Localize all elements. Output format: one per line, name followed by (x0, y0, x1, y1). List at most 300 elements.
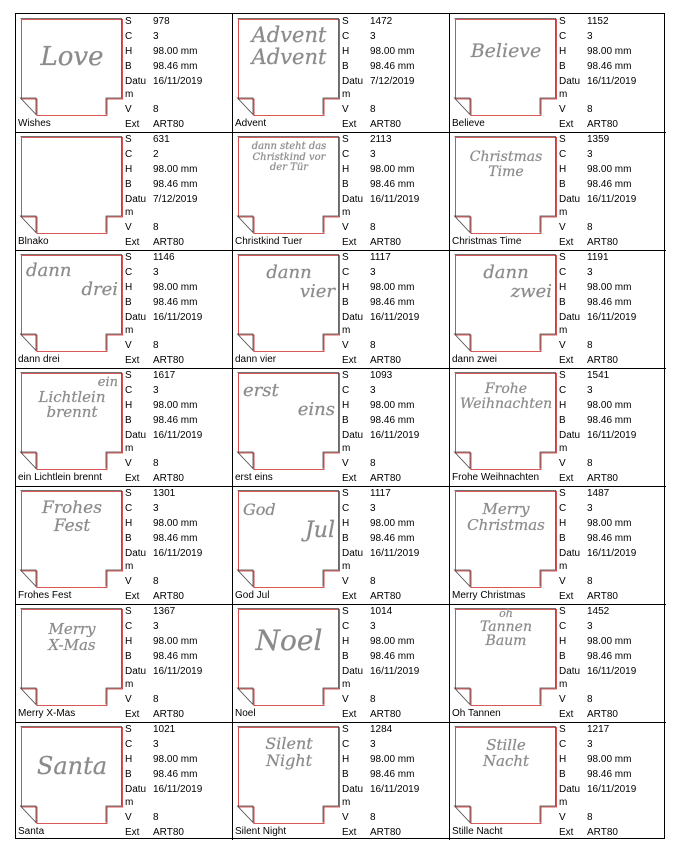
info-value-ext: ART80 (153, 827, 184, 838)
info-value-v: 8 (587, 222, 593, 233)
design-thumbnail (235, 134, 341, 238)
info-key-h: H (342, 754, 350, 765)
info-value-c: 3 (153, 503, 159, 514)
info-key-c: C (125, 149, 133, 160)
info-value-c: 2 (153, 149, 159, 160)
info-key-s: S (342, 488, 349, 499)
design-info-panel (558, 604, 666, 722)
info-key-s: S (342, 370, 349, 381)
info-value-h: 98.00 mm (370, 164, 415, 175)
info-value-date: 16/11/2019 (370, 784, 420, 795)
design-card[interactable] (16, 132, 232, 251)
info-key-s: S (125, 16, 132, 27)
design-name-label: Santa (18, 826, 45, 837)
design-lettering-line: Believe (470, 40, 542, 62)
design-card[interactable] (232, 250, 449, 369)
design-card[interactable] (449, 250, 666, 369)
info-key-h: H (125, 518, 133, 529)
info-value-ext: ART80 (153, 355, 184, 366)
info-value-c: 3 (587, 739, 593, 750)
design-lettering-line: Christkind vor (252, 151, 326, 163)
design-lettering-line: Love (40, 42, 104, 72)
info-key-s: S (342, 606, 349, 617)
info-value-c: 3 (587, 385, 593, 396)
info-key-s: S (342, 252, 349, 263)
info-value-ext: ART80 (370, 591, 401, 602)
design-name-label: Merry X-Mas (18, 708, 76, 719)
info-key-c: C (125, 385, 133, 396)
info-key-datum-a: Datu (342, 784, 364, 795)
design-lettering-line: zwei (510, 280, 552, 302)
design-lettering-line: X-Mas (48, 635, 96, 654)
info-value-s: 1146 (153, 252, 175, 263)
info-key-h: H (125, 282, 133, 293)
info-value-v: 8 (153, 694, 159, 705)
info-value-ext: ART80 (153, 709, 184, 720)
info-key-datum-b: m (342, 207, 351, 218)
design-lettering-line: Silent (265, 734, 313, 753)
design-lettering-line: Santa (36, 752, 108, 780)
design-info-panel (124, 132, 232, 250)
design-lettering-line: eins (297, 398, 335, 420)
info-value-h: 98.00 mm (153, 164, 198, 175)
info-key-h: H (559, 754, 567, 765)
design-thumbnail (452, 252, 558, 356)
info-value-ext: ART80 (587, 709, 618, 720)
info-value-date: 16/11/2019 (587, 666, 637, 677)
design-card[interactable] (232, 132, 449, 251)
info-key-c: C (125, 31, 133, 42)
info-key-v: V (342, 340, 349, 351)
info-value-date: 7/12/2019 (153, 194, 198, 205)
info-value-h: 98.00 mm (153, 282, 198, 293)
design-card[interactable] (449, 722, 666, 840)
design-lettering (460, 42, 552, 62)
design-lettering-line: Jul (304, 517, 335, 543)
info-key-ext: Ext (342, 709, 357, 720)
design-thumbnail (235, 252, 341, 356)
info-value-date: 16/11/2019 (153, 430, 203, 441)
design-info-panel (341, 250, 449, 368)
info-value-c: 3 (587, 149, 593, 160)
info-key-ext: Ext (559, 709, 574, 720)
design-lettering-line: Merry (482, 500, 530, 518)
design-thumbnail (235, 606, 341, 710)
info-key-v: V (342, 694, 349, 705)
info-key-c: C (342, 739, 350, 750)
info-key-h: H (125, 164, 133, 175)
info-key-datum-b: m (559, 89, 568, 100)
info-key-c: C (125, 621, 133, 632)
design-thumbnail (452, 606, 558, 710)
info-key-c: C (559, 621, 567, 632)
info-value-s: 1152 (587, 16, 609, 27)
info-value-c: 3 (370, 267, 376, 278)
info-value-b: 98.46 mm (587, 179, 632, 190)
info-value-date: 16/11/2019 (153, 76, 203, 87)
info-key-s: S (559, 16, 566, 27)
info-key-v: V (559, 812, 566, 823)
info-key-c: C (342, 385, 350, 396)
info-value-s: 1093 (370, 370, 393, 381)
info-value-b: 98.46 mm (587, 415, 632, 426)
info-value-h: 98.00 mm (370, 46, 415, 57)
info-key-datum-a: Datu (342, 312, 364, 323)
design-lettering (243, 502, 335, 542)
info-value-h: 98.00 mm (587, 518, 632, 529)
info-value-h: 98.00 mm (587, 164, 632, 175)
info-key-ext: Ext (125, 709, 140, 720)
info-key-h: H (559, 46, 567, 57)
design-info-panel (124, 14, 232, 132)
info-key-v: V (559, 576, 566, 587)
info-key-h: H (559, 636, 567, 647)
info-key-datum-b: m (125, 443, 134, 454)
design-name-label: Oh Tannen (452, 708, 501, 719)
info-key-h: H (559, 164, 567, 175)
info-key-h: H (342, 518, 350, 529)
design-lettering (460, 382, 552, 411)
info-key-v: V (559, 104, 566, 115)
info-key-s: S (125, 606, 132, 617)
design-card[interactable] (16, 604, 232, 723)
info-value-h: 98.00 mm (587, 46, 632, 57)
info-key-b: B (125, 533, 132, 544)
info-key-v: V (342, 222, 349, 233)
info-value-b: 98.46 mm (370, 769, 415, 780)
design-lettering-line: dann (26, 260, 72, 281)
info-key-s: S (559, 134, 566, 145)
design-lettering-line: oh (499, 607, 513, 620)
info-key-datum-b: m (342, 797, 351, 808)
info-key-datum-a: Datu (125, 784, 147, 795)
design-lettering-line: Lichtlein (38, 387, 106, 406)
info-value-c: 3 (587, 503, 593, 514)
design-lettering-line: Weihnachten (460, 395, 553, 412)
design-card[interactable] (449, 486, 666, 605)
info-key-b: B (342, 769, 349, 780)
info-key-ext: Ext (559, 237, 574, 248)
info-key-datum-a: Datu (125, 430, 147, 441)
info-key-datum-a: Datu (559, 194, 581, 205)
info-value-c: 3 (370, 31, 376, 42)
info-key-ext: Ext (342, 355, 357, 366)
info-key-s: S (342, 16, 349, 27)
design-card[interactable] (449, 604, 666, 723)
info-value-b: 98.46 mm (370, 533, 415, 544)
design-info-panel (558, 250, 666, 368)
info-value-date: 16/11/2019 (587, 194, 637, 205)
info-key-s: S (125, 252, 132, 263)
design-card[interactable] (16, 722, 232, 840)
info-value-date: 16/11/2019 (153, 784, 203, 795)
info-key-s: S (342, 134, 349, 145)
info-key-datum-b: m (559, 797, 568, 808)
design-thumbnail (452, 488, 558, 592)
design-card[interactable] (232, 722, 449, 840)
info-key-c: C (559, 149, 567, 160)
design-name-label: Merry Christmas (452, 590, 526, 601)
info-key-datum-a: Datu (342, 666, 364, 677)
info-value-s: 1117 (370, 252, 391, 263)
info-value-date: 16/11/2019 (153, 666, 203, 677)
design-card[interactable] (449, 132, 666, 251)
info-key-v: V (342, 812, 349, 823)
info-value-s: 1284 (370, 724, 393, 735)
design-info-panel (558, 722, 666, 840)
info-key-s: S (125, 724, 132, 735)
info-value-h: 98.00 mm (587, 282, 632, 293)
info-value-h: 98.00 mm (153, 518, 198, 529)
info-key-c: C (342, 503, 350, 514)
info-value-b: 98.46 mm (370, 179, 415, 190)
design-card[interactable] (232, 14, 449, 133)
design-card[interactable] (449, 14, 666, 133)
design-name-label: Advent (235, 118, 267, 129)
design-name-label: Wishes (18, 118, 51, 129)
info-key-ext: Ext (559, 473, 574, 484)
info-key-b: B (559, 61, 566, 72)
design-lettering-line: brennt (46, 403, 98, 422)
design-lettering-line: drei (81, 278, 118, 300)
info-key-datum-a: Datu (559, 76, 581, 87)
info-key-datum-b: m (559, 561, 568, 572)
info-value-date: 16/11/2019 (370, 430, 420, 441)
design-name-label: Noel (235, 708, 256, 719)
info-value-h: 98.00 mm (153, 46, 198, 57)
design-card[interactable] (232, 368, 449, 487)
design-info-panel (558, 14, 666, 132)
info-value-v: 8 (370, 104, 376, 115)
design-lettering-line: Advent (251, 23, 327, 47)
design-info-panel (124, 604, 232, 722)
info-value-b: 98.46 mm (587, 769, 632, 780)
info-value-b: 98.46 mm (153, 61, 198, 72)
info-value-date: 16/11/2019 (587, 312, 637, 323)
info-value-date: 16/11/2019 (587, 784, 637, 795)
info-key-c: C (559, 31, 567, 42)
info-value-ext: ART80 (370, 827, 401, 838)
info-key-datum-a: Datu (559, 548, 581, 559)
design-lettering-line: Christmas (467, 515, 545, 534)
design-card[interactable] (232, 486, 449, 605)
info-key-v: V (125, 576, 132, 587)
info-value-date: 7/12/2019 (370, 76, 415, 87)
info-value-c: 3 (153, 621, 159, 632)
info-value-c: 3 (370, 621, 376, 632)
info-key-datum-a: Datu (125, 548, 147, 559)
info-value-ext: ART80 (370, 237, 401, 248)
design-lettering (243, 24, 335, 68)
design-lettering-line: Baum (485, 633, 527, 650)
info-key-ext: Ext (559, 355, 574, 366)
design-name-label: Silent Night (235, 826, 287, 837)
info-value-date: 16/11/2019 (153, 312, 203, 323)
info-key-ext: Ext (559, 827, 574, 838)
design-lettering-line: dann steht das (251, 141, 327, 152)
info-value-v: 8 (153, 340, 159, 351)
info-key-b: B (125, 297, 132, 308)
design-lettering-line: Frohes (42, 498, 102, 518)
info-value-v: 8 (153, 458, 159, 469)
info-key-v: V (559, 340, 566, 351)
info-value-v: 8 (587, 694, 593, 705)
design-lettering-line: Night (265, 750, 313, 770)
info-key-b: B (342, 61, 349, 72)
design-card[interactable] (449, 368, 666, 487)
info-key-datum-b: m (125, 797, 134, 808)
info-key-ext: Ext (342, 237, 357, 248)
info-key-datum-b: m (125, 561, 134, 572)
info-key-s: S (125, 488, 132, 499)
design-card[interactable] (16, 368, 232, 487)
design-info-panel (124, 368, 232, 486)
design-thumbnail (452, 16, 558, 120)
design-card[interactable] (232, 604, 449, 723)
design-thumbnail (235, 488, 341, 592)
design-lettering (460, 264, 552, 302)
info-key-ext: Ext (125, 591, 140, 602)
design-card[interactable] (16, 14, 232, 133)
info-key-ext: Ext (559, 119, 574, 130)
design-lettering (460, 502, 552, 534)
design-lettering-line: Advent (251, 45, 327, 70)
design-info-panel (341, 722, 449, 840)
info-value-c: 3 (370, 385, 376, 396)
info-value-b: 98.46 mm (370, 651, 415, 662)
info-key-c: C (342, 267, 350, 278)
info-value-date: 16/11/2019 (370, 548, 420, 559)
design-lettering (26, 622, 118, 654)
info-key-h: H (342, 46, 350, 57)
info-value-b: 98.46 mm (370, 415, 415, 426)
design-info-panel (341, 486, 449, 604)
design-lettering (243, 736, 335, 770)
info-key-c: C (559, 267, 567, 278)
info-value-s: 978 (153, 16, 170, 27)
info-key-ext: Ext (125, 827, 140, 838)
info-key-ext: Ext (125, 473, 140, 484)
info-key-datum-a: Datu (559, 430, 581, 441)
info-value-s: 2113 (370, 134, 392, 145)
info-key-h: H (559, 282, 567, 293)
info-key-datum-b: m (559, 443, 568, 454)
info-value-c: 3 (153, 385, 159, 396)
info-key-h: H (125, 754, 133, 765)
info-key-v: V (125, 222, 132, 233)
info-key-b: B (559, 769, 566, 780)
design-info-panel (341, 14, 449, 132)
design-info-panel (124, 486, 232, 604)
info-value-ext: ART80 (153, 591, 184, 602)
design-thumbnail (235, 370, 341, 474)
design-lettering-line: ein (97, 375, 118, 390)
info-value-s: 1117 (370, 488, 391, 499)
info-key-b: B (559, 297, 566, 308)
hoop-outline-icon (235, 606, 341, 710)
info-key-datum-a: Datu (342, 76, 364, 87)
info-value-h: 98.00 mm (370, 400, 415, 411)
info-key-datum-a: Datu (125, 76, 147, 87)
info-value-date: 16/11/2019 (587, 76, 637, 87)
design-card[interactable] (16, 486, 232, 605)
info-key-ext: Ext (559, 591, 574, 602)
info-key-b: B (342, 297, 349, 308)
info-value-v: 8 (153, 104, 159, 115)
info-key-b: B (125, 415, 132, 426)
info-key-b: B (342, 415, 349, 426)
design-info-panel (558, 368, 666, 486)
info-value-b: 98.46 mm (153, 651, 198, 662)
design-name-label: erst eins (235, 472, 273, 483)
info-key-datum-a: Datu (125, 312, 147, 323)
design-lettering (26, 754, 118, 779)
info-value-h: 98.00 mm (370, 754, 415, 765)
info-value-ext: ART80 (370, 355, 401, 366)
design-name-label: God Jul (235, 590, 270, 601)
design-info-panel (124, 250, 232, 368)
design-lettering-line: Stille (486, 736, 526, 754)
design-card[interactable] (16, 250, 232, 369)
design-thumbnail (452, 134, 558, 238)
info-key-b: B (559, 533, 566, 544)
info-value-v: 8 (587, 812, 593, 823)
info-key-v: V (559, 222, 566, 233)
info-value-ext: ART80 (153, 237, 184, 248)
info-value-s: 1021 (153, 724, 176, 735)
info-key-b: B (125, 651, 132, 662)
info-value-ext: ART80 (153, 473, 184, 484)
info-key-v: V (125, 694, 132, 705)
info-value-ext: ART80 (153, 119, 184, 130)
info-key-datum-a: Datu (125, 666, 147, 677)
info-key-v: V (342, 458, 349, 469)
info-key-b: B (559, 651, 566, 662)
info-key-ext: Ext (342, 119, 357, 130)
info-key-v: V (125, 340, 132, 351)
design-info-panel (341, 604, 449, 722)
info-key-datum-b: m (125, 89, 134, 100)
info-key-b: B (342, 533, 349, 544)
info-value-date: 16/11/2019 (370, 194, 420, 205)
design-thumbnail (235, 16, 341, 120)
design-info-panel (341, 132, 449, 250)
info-key-datum-b: m (342, 561, 351, 572)
design-info-panel (558, 132, 666, 250)
design-lettering-line: vier (299, 280, 335, 302)
design-lettering (460, 150, 552, 179)
design-lettering-line: Noel (255, 624, 323, 657)
info-value-b: 98.46 mm (587, 651, 632, 662)
design-lettering-line: Christmas (469, 149, 543, 165)
info-key-datum-b: m (125, 679, 134, 690)
info-key-h: H (342, 164, 350, 175)
info-value-v: 8 (370, 694, 376, 705)
info-key-b: B (342, 179, 349, 190)
info-value-s: 1487 (587, 488, 610, 499)
design-info-panel (558, 486, 666, 604)
info-value-h: 98.00 mm (587, 636, 632, 647)
info-key-v: V (559, 694, 566, 705)
info-value-b: 98.46 mm (587, 61, 632, 72)
info-key-h: H (342, 282, 350, 293)
info-key-s: S (125, 134, 132, 145)
design-name-label: Believe (452, 118, 485, 129)
info-value-date: 16/11/2019 (370, 312, 420, 323)
info-key-datum-b: m (125, 325, 134, 336)
info-value-s: 1452 (587, 606, 610, 617)
info-key-c: C (342, 149, 350, 160)
